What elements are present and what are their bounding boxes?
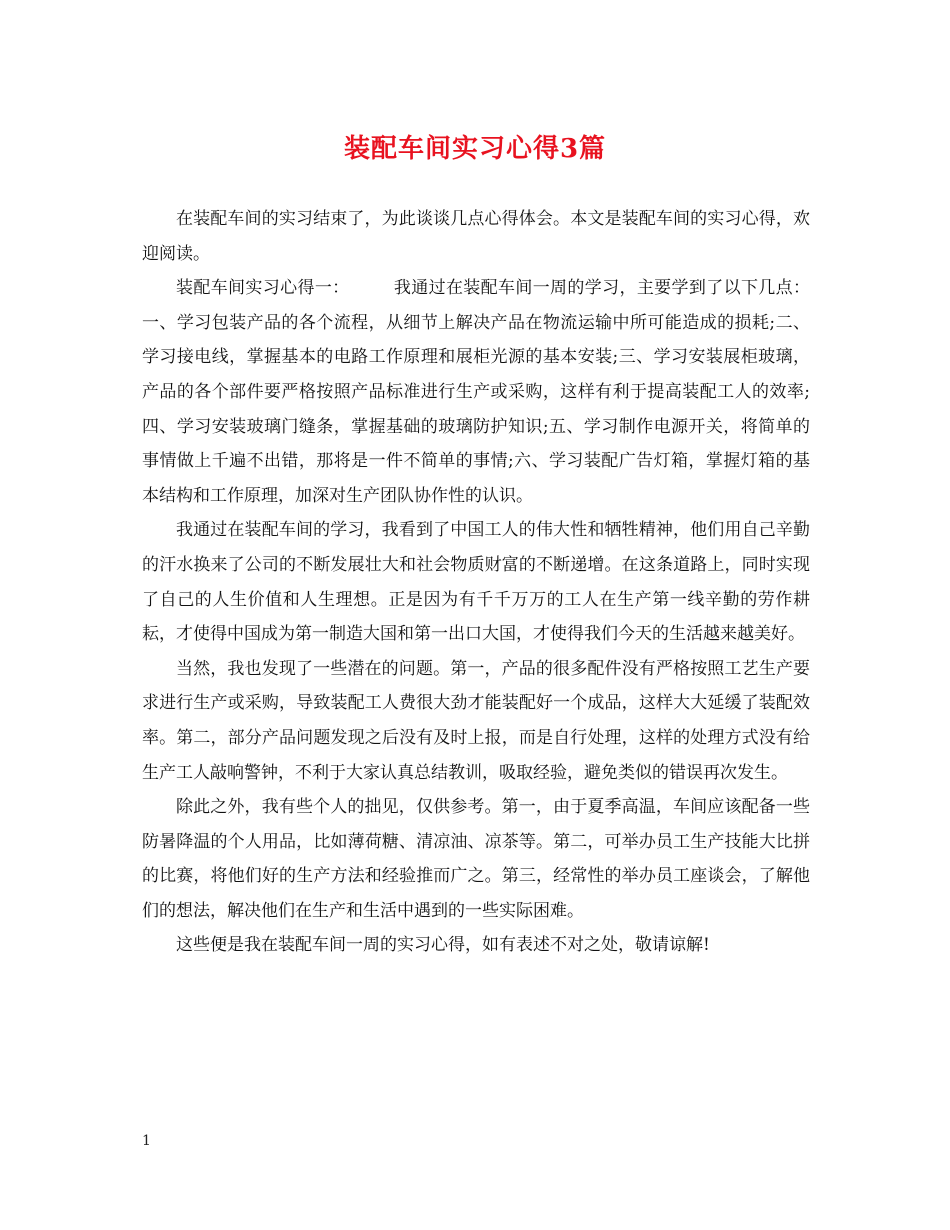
paragraph-observations: 我通过在装配车间的学习，我看到了中国工人的伟大性和牺牲精神，他们用自己辛勤的汗水换来了公司的不断发展壮大和社会物质财富的不断递增。在这条道路上，同时实现了自己的人生价值和人生理想。正是因为有千千万万的工人在生产第一线辛勤的劳作耕耘，才使得中国成为第一制造大国和第一出口大国，才使得我们今天的生活越来越美好。 [142,520,810,645]
document-title: 装配车间实习心得3篇 [343,134,607,164]
section-1-heading: 装配车间实习心得一： [176,278,350,299]
paragraph-problems: 当然，我也发现了一些潜在的问题。第一，产品的很多配件没有严格按照工艺生产要求进行生产或采购，导致装配工人费很大劲才能装配好一个成品，这样大大延缓了装配效率。第二，部分产品问题发现之后没有及时上报，而是自行处理，这样的处理方式没有给生产工人敲响警钟，不利于大家认真总结教训，吸取经验，避免类似的错误再次发生。 [142,658,810,783]
page-number: 1 [142,1133,151,1149]
document-body [142,202,810,963]
section-1-text: 我通过在装配车间一周的学习，主要学到了以下几点：一、学习包装产品的各个流程，从细节上解决产品在物流运输中所可能造成的损耗;二、学习接电线，掌握基本的电路工作原理和展柜光源的基本安装;三、学习安装展柜玻璃，产品的各个部件要严格按照产品标准进行生产或采购，这样有利于提高装配工人的效率;四、学习安装玻璃门缝条，掌握基础的玻璃防护知识;五、学习制作电源开关，将简单的事情做上千遍不出错，那将是一件不简单的事情;六、学习装配广告灯箱，掌握灯箱的基本结构和工作原理，加深对生产团队协作性的认识。 [142,278,811,506]
section-1-paragraph [142,271,810,513]
intro-paragraph: 在装配车间的实习结束了，为此谈谈几点心得体会。本文是装配车间的实习心得，欢迎阅读。 [142,209,810,264]
paragraph-suggestions: 除此之外，我有些个人的拙见，仅供参考。第一，由于夏季高温，车间应该配备一些防暑降温的个人用品，比如薄荷糖、清凉油、凉茶等。第二，可举办员工生产技能大比拼的比赛，将他们好的生产方法和经验推而广之。第三，经常性的举办员工座谈会，了解他们的想法，解决他们在生产和生活中遇到的一些实际困难。 [142,797,810,921]
paragraph-closing: 这些便是我在装配车间一周的实习心得，如有表述不对之处，敬请谅解! [176,935,710,956]
